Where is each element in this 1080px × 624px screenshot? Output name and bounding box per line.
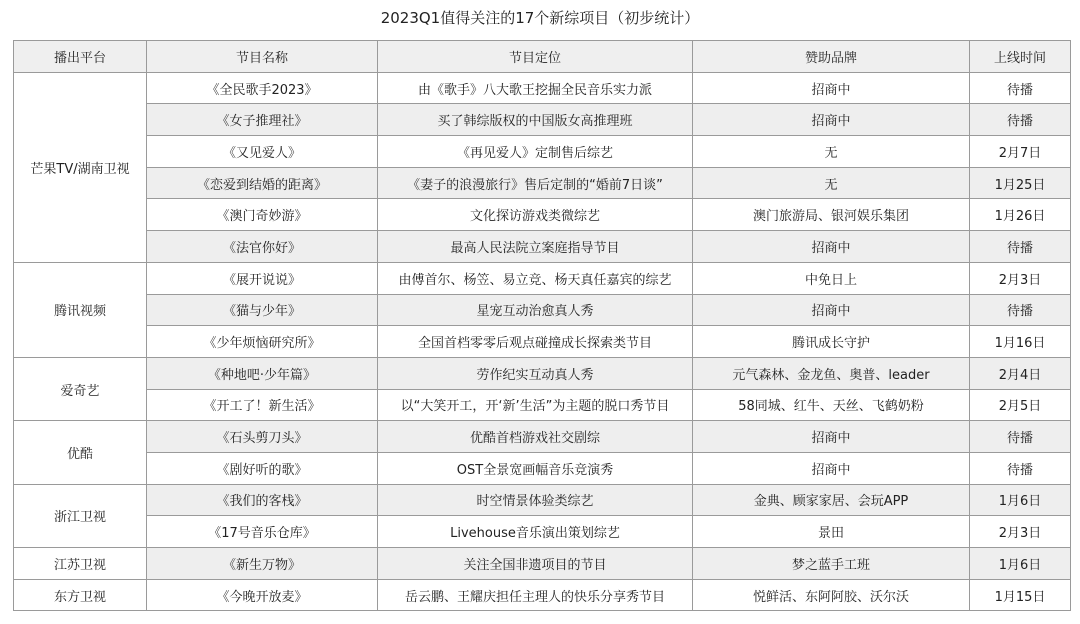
table-row — [14, 484, 1071, 516]
program-table — [13, 40, 1071, 611]
positioning-cell: 全国首档零零后观点碰撞成长探索类节目 — [378, 326, 693, 358]
launch-date-cell: 待播 — [970, 72, 1071, 104]
launch-date-cell: 1月6日 — [970, 484, 1071, 516]
program-name-cell: 《展开说说》 — [147, 262, 378, 294]
program-name-cell: 《17号音乐仓库》 — [147, 516, 378, 548]
positioning-cell: 买了韩综版权的中国版女高推理班 — [378, 104, 693, 136]
launch-date-cell: 2月3日 — [970, 262, 1071, 294]
positioning-cell: 由《歌手》八大歌王挖掘全民音乐实力派 — [378, 72, 693, 104]
platform-cell: 腾讯视频 — [14, 262, 147, 357]
launch-date-cell: 1月25日 — [970, 167, 1071, 199]
program-name-cell: 《澳门奇妙游》 — [147, 199, 378, 231]
header-program-name: 节目名称 — [147, 41, 378, 73]
positioning-cell: 关注全国非遗项目的节目 — [378, 548, 693, 580]
program-name-cell: 《法官你好》 — [147, 231, 378, 263]
positioning-cell: 文化探访游戏类微综艺 — [378, 199, 693, 231]
sponsor-cell: 金典、顾家家居、会玩APP — [693, 484, 970, 516]
positioning-cell: 最高人民法院立案庭指导节目 — [378, 231, 693, 263]
table-row — [14, 357, 1071, 389]
positioning-cell: 《妻子的浪漫旅行》售后定制的“婚前7日谈” — [378, 167, 693, 199]
program-name-cell: 《少年烦恼研究所》 — [147, 326, 378, 358]
platform-cell: 浙江卫视 — [14, 484, 147, 547]
launch-date-cell: 2月5日 — [970, 389, 1071, 421]
header-platform: 播出平台 — [14, 41, 147, 73]
launch-date-cell: 待播 — [970, 104, 1071, 136]
program-name-cell: 《又见爱人》 — [147, 136, 378, 168]
table-row — [14, 452, 1071, 484]
sponsor-cell: 腾讯成长守护 — [693, 326, 970, 358]
table-row — [14, 326, 1071, 358]
table-row — [14, 579, 1071, 611]
sponsor-cell: 中免日上 — [693, 262, 970, 294]
program-name-cell: 《剧好听的歌》 — [147, 452, 378, 484]
launch-date-cell: 1月6日 — [970, 548, 1071, 580]
table-row — [14, 231, 1071, 263]
positioning-cell: 劳作纪实互动真人秀 — [378, 357, 693, 389]
positioning-cell: 岳云鹏、王耀庆担任主理人的快乐分享秀节目 — [378, 579, 693, 611]
program-name-cell: 《猫与少年》 — [147, 294, 378, 326]
sponsor-cell: 58同城、红牛、天丝、飞鹤奶粉 — [693, 389, 970, 421]
sponsor-cell: 招商中 — [693, 452, 970, 484]
program-name-cell: 《今晚开放麦》 — [147, 579, 378, 611]
table-row — [14, 389, 1071, 421]
header-row — [14, 41, 1071, 73]
header-launch-date: 上线时间 — [970, 41, 1071, 73]
table-row — [14, 421, 1071, 453]
program-name-cell: 《全民歌手2023》 — [147, 72, 378, 104]
header-positioning: 节目定位 — [378, 41, 693, 73]
program-name-cell: 《女子推理社》 — [147, 104, 378, 136]
program-name-cell: 《开工了！新生活》 — [147, 389, 378, 421]
table-row — [14, 104, 1071, 136]
sponsor-cell: 悦鲜活、东阿阿胶、沃尔沃 — [693, 579, 970, 611]
platform-cell: 优酷 — [14, 421, 147, 484]
positioning-cell: 时空情景体验类综艺 — [378, 484, 693, 516]
table-row — [14, 294, 1071, 326]
sponsor-cell: 无 — [693, 167, 970, 199]
launch-date-cell: 2月7日 — [970, 136, 1071, 168]
sponsor-cell: 无 — [693, 136, 970, 168]
table-row — [14, 548, 1071, 580]
platform-cell: 爱奇艺 — [14, 357, 147, 420]
positioning-cell: 由傅首尔、杨笠、易立竞、杨天真任嘉宾的综艺 — [378, 262, 693, 294]
table-title: 2023Q1值得关注的17个新综项目（初步统计） — [380, 9, 700, 27]
sponsor-cell: 招商中 — [693, 231, 970, 263]
program-name-cell: 《石头剪刀头》 — [147, 421, 378, 453]
launch-date-cell: 1月15日 — [970, 579, 1071, 611]
program-name-cell: 《我们的客栈》 — [147, 484, 378, 516]
positioning-cell: 《再见爱人》定制售后综艺 — [378, 136, 693, 168]
positioning-cell: 以“大笑开工，开‘新’生活”为主题的脱口秀节目 — [378, 389, 693, 421]
positioning-cell: OST全景宽画幅音乐竞演秀 — [378, 452, 693, 484]
sponsor-cell: 景田 — [693, 516, 970, 548]
table-row — [14, 199, 1071, 231]
program-name-cell: 《种地吧·少年篇》 — [147, 357, 378, 389]
table-row — [14, 262, 1071, 294]
table-row — [14, 516, 1071, 548]
positioning-cell: 优酷首档游戏社交剧综 — [378, 421, 693, 453]
sponsor-cell: 澳门旅游局、银河娱乐集团 — [693, 199, 970, 231]
sponsor-cell: 招商中 — [693, 72, 970, 104]
table-row — [14, 136, 1071, 168]
program-name-cell: 《恋爱到结婚的距离》 — [147, 167, 378, 199]
program-name-cell: 《新生万物》 — [147, 548, 378, 580]
table-row — [14, 167, 1071, 199]
table-body — [14, 72, 1071, 611]
launch-date-cell: 待播 — [970, 452, 1071, 484]
sponsor-cell: 梦之蓝手工班 — [693, 548, 970, 580]
sponsor-cell: 招商中 — [693, 104, 970, 136]
header-sponsor: 赞助品牌 — [693, 41, 970, 73]
sponsor-cell: 招商中 — [693, 421, 970, 453]
launch-date-cell: 2月3日 — [970, 516, 1071, 548]
launch-date-cell: 1月26日 — [970, 199, 1071, 231]
table-row — [14, 72, 1071, 104]
platform-cell: 东方卫视 — [14, 579, 147, 611]
sponsor-cell: 元气森林、金龙鱼、奥普、leader — [693, 357, 970, 389]
sponsor-cell: 招商中 — [693, 294, 970, 326]
positioning-cell: Livehouse音乐演出策划综艺 — [378, 516, 693, 548]
positioning-cell: 星宠互动治愈真人秀 — [378, 294, 693, 326]
platform-cell: 江苏卫视 — [14, 548, 147, 580]
launch-date-cell: 2月4日 — [970, 357, 1071, 389]
launch-date-cell: 待播 — [970, 294, 1071, 326]
launch-date-cell: 待播 — [970, 421, 1071, 453]
launch-date-cell: 1月16日 — [970, 326, 1071, 358]
launch-date-cell: 待播 — [970, 231, 1071, 263]
platform-cell: 芒果TV/湖南卫视 — [14, 72, 147, 262]
